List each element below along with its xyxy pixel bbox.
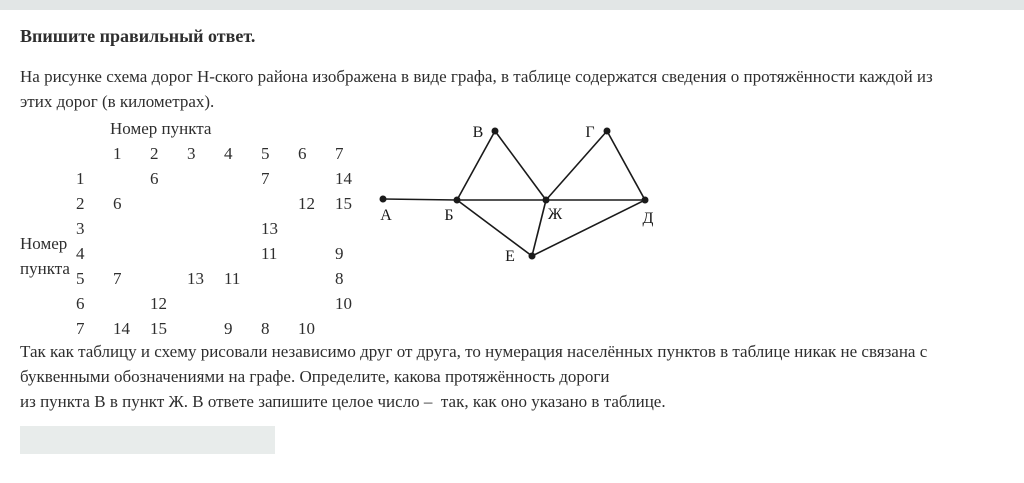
distance-cell-2-7: 15 — [335, 194, 352, 213]
distance-cell-7-4: 9 — [224, 319, 233, 338]
distance-cell-3-5: 13 — [261, 219, 278, 238]
distance-cell-4-2 — [150, 241, 187, 266]
distance-cell-1-4 — [224, 166, 261, 191]
distance-cell-7-2: 15 — [150, 319, 167, 338]
distance-cell-5-5 — [261, 266, 298, 291]
distance-cell-1-7: 14 — [335, 169, 352, 188]
graph-edge-Б-Е — [457, 200, 532, 256]
graph-node-А — [380, 196, 387, 203]
distance-cell-5-3: 13 — [187, 269, 204, 288]
road-graph — [370, 112, 670, 277]
distance-cell-6-7: 10 — [335, 294, 352, 313]
distance-cell-2-2 — [150, 191, 187, 216]
graph-node-Д — [642, 197, 649, 204]
distance-cell-2-4 — [224, 191, 261, 216]
graph-node-label-Е: Е — [505, 248, 515, 265]
graph-node-label-Б: Б — [444, 207, 454, 224]
graph-node-label-Д: Д — [642, 210, 654, 227]
distance-cell-4-6 — [298, 241, 335, 266]
distance-cell-7-7 — [335, 316, 372, 341]
distance-cell-6-6 — [298, 291, 335, 316]
distance-cell-1-1 — [113, 166, 150, 191]
distance-cell-1-5: 7 — [261, 169, 270, 188]
intro-line-2: этих дорог (в километрах). — [20, 92, 215, 111]
distance-cell-7-6: 10 — [298, 319, 315, 338]
col-header-3: 3 — [187, 144, 196, 163]
distance-cell-1-2: 6 — [150, 169, 159, 188]
question-line-1: Так как таблицу и схему рисовали независимо друг от друга, то нумерация населённых пунктов в таблице никак не связана с — [20, 342, 928, 361]
answer-input[interactable] — [20, 426, 275, 454]
distance-cell-4-1 — [113, 241, 150, 266]
table-row — [76, 291, 372, 316]
distance-cell-1-3 — [187, 166, 224, 191]
col-header-2: 2 — [150, 144, 159, 163]
graph-node-Ж — [543, 197, 550, 204]
graph-node-label-В: В — [472, 124, 484, 141]
distance-cell-3-3 — [187, 216, 224, 241]
question-line-3: из пункта В в пункт Ж. В ответе запишите целое число – так, как оно указано в таблице. — [20, 392, 666, 411]
graph-node-В — [492, 128, 499, 135]
distance-cell-7-5: 8 — [261, 319, 270, 338]
row-header-5: 5 — [76, 269, 85, 288]
table-row — [76, 316, 372, 341]
graph-node-Е — [529, 253, 536, 260]
distance-cell-5-1: 7 — [113, 269, 122, 288]
distance-cell-4-3 — [187, 241, 224, 266]
distance-cell-5-4: 11 — [224, 269, 241, 288]
table-column-axis-label: Номер пункта — [110, 119, 212, 138]
row-header-3: 3 — [76, 219, 85, 238]
row-axis-label-line-2: пункта — [20, 259, 70, 278]
distance-table — [76, 141, 372, 341]
col-header-5: 5 — [261, 144, 270, 163]
distance-cell-2-6: 12 — [298, 194, 315, 213]
distance-cell-4-5: 11 — [261, 244, 278, 263]
distance-cell-3-4 — [224, 216, 261, 241]
table-row — [76, 266, 372, 291]
distance-cell-6-5 — [261, 291, 298, 316]
question-line-2: буквенными обозначениями на графе. Определите, какова протяжённость дороги — [20, 367, 610, 386]
table-row — [76, 191, 372, 216]
page-top-strip — [0, 0, 1024, 10]
row-header-1: 1 — [76, 169, 85, 188]
distance-cell-2-1: 6 — [113, 194, 122, 213]
row-header-7: 7 — [76, 319, 85, 338]
graph-edge-Г-Д — [607, 131, 645, 200]
col-header-7: 7 — [335, 144, 344, 163]
graph-edge-Ж-Г — [546, 131, 607, 200]
graph-edge-А-Б — [383, 199, 457, 200]
distance-cell-7-1: 14 — [113, 319, 130, 338]
graph-node-Г — [604, 128, 611, 135]
distance-cell-1-6 — [298, 166, 335, 191]
col-header-4: 4 — [224, 144, 233, 163]
col-header-1: 1 — [113, 144, 122, 163]
distance-cell-3-6 — [298, 216, 335, 241]
distance-cell-5-2 — [150, 266, 187, 291]
row-axis-label-line-1: Номер — [20, 234, 68, 253]
distance-cell-6-4 — [224, 291, 261, 316]
graph-node-label-А: А — [380, 207, 392, 224]
distance-cell-3-1 — [113, 216, 150, 241]
intro-line-1: На рисунке схема дорог Н-ского района изображена в виде графа, в таблице содержатся сведения о протяжённости каждой из — [20, 67, 933, 86]
distance-cell-6-2: 12 — [150, 294, 167, 313]
distance-cell-3-2 — [150, 216, 187, 241]
graph-node-label-Г: Г — [585, 124, 595, 141]
distance-cell-5-7: 8 — [335, 269, 344, 288]
row-header-6: 6 — [76, 294, 85, 313]
distance-cell-6-3 — [187, 291, 224, 316]
distance-cell-2-3 — [187, 191, 224, 216]
distance-cell-2-5 — [261, 191, 298, 216]
question-paragraph — [20, 339, 927, 414]
table-row — [76, 166, 372, 191]
distance-cell-4-4 — [224, 241, 261, 266]
distance-cell-4-7: 9 — [335, 244, 344, 263]
distance-cell-6-1 — [113, 291, 150, 316]
distance-cell-7-3 — [187, 316, 224, 341]
table-row — [76, 216, 372, 241]
row-header-2: 2 — [76, 194, 85, 213]
question-prompt-heading: Впишите правильный ответ. — [20, 26, 256, 46]
graph-edge-Ж-Е — [532, 200, 546, 256]
table-row — [76, 241, 372, 266]
table-corner-cell — [76, 141, 113, 166]
row-header-4: 4 — [76, 244, 85, 263]
table-row-axis-label — [20, 231, 70, 281]
graph-node-Б — [454, 197, 461, 204]
distance-cell-3-7 — [335, 216, 372, 241]
graph-node-label-Ж: Ж — [547, 206, 563, 223]
col-header-6: 6 — [298, 144, 307, 163]
graph-edge-Б-В — [457, 131, 495, 200]
graph-edge-В-Ж — [495, 131, 546, 200]
distance-cell-5-6 — [298, 266, 335, 291]
intro-paragraph — [20, 64, 933, 114]
